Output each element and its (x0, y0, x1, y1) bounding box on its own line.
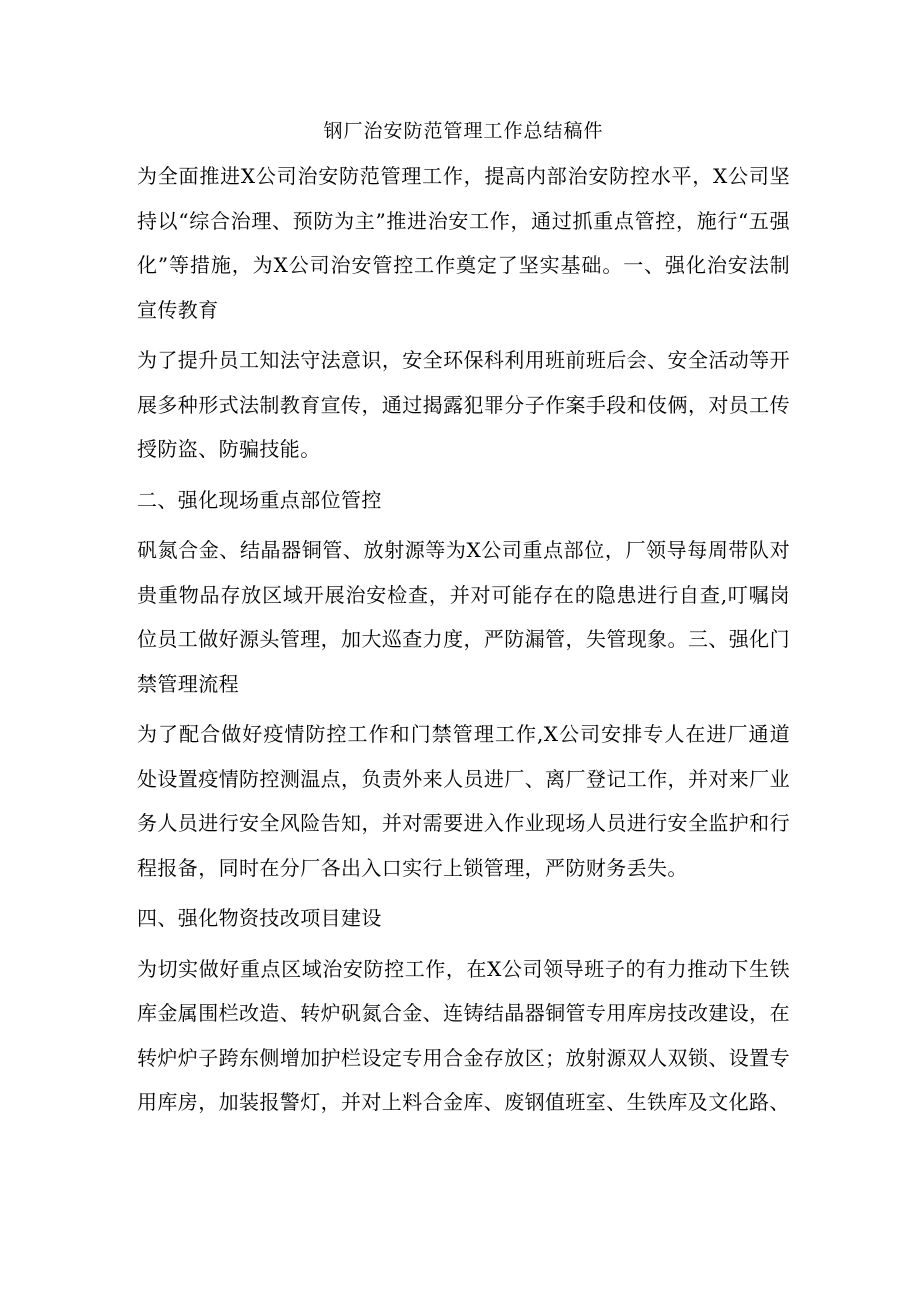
document-title: 钢厂治安防范管理工作总结稿件 (323, 120, 604, 142)
paragraph-access-control: 为了配合做好疫情防控工作和门禁管理工作,X公司安排专人在进厂通道处设置疫情防控测温点，负责外来人员进厂、离厂登记工作，并对来厂业务人员进行安全风险告知，并对需要进入作业现场人员进行安全监护和行程报备，同时在分厂各出入口实行上锁管理，严防财务丢失。 (137, 722, 790, 880)
section-heading-key-areas: 二、强化现场重点部位管控 (137, 487, 382, 512)
paragraph-renovation: 为切实做好重点区域治安防控工作，在X公司领导班子的有力推动下生铁库金属围栏改造、转炉矾氮合金、连铸结晶器铜管专用库房技改建设，在转炉炉子跨东侧增加护栏设定专用合金存放区；放射源双人双锁、设置专用库房，加装报警灯，并对上料合金库、废钢值班室、生铁库及文化路、 (137, 956, 790, 1114)
paragraph-intro: 为全面推进X公司治安防范管理工作，提高内部治安防控水平，X公司坚持以“综合治理、预防为主”推进治安工作，通过抓重点管控，施行“五强化”等措施，为X公司治安管控工作奠定了坚实基础。一、强化治安法制宣传教育 (137, 164, 790, 322)
section-heading-renovation: 四、强化物资技改项目建设 (137, 906, 382, 930)
paragraph-key-areas: 矾氮合金、结晶器铜管、放射源等为X公司重点部位，厂领导每周带队对贵重物品存放区域开展治安检查，并对可能存在的隐患进行自查,叮嘱岗位员工做好源头管理，加大巡查力度，严防漏管，失管现象。三、强化门禁管理流程 (137, 538, 790, 696)
paragraph-legal-education: 为了提升员工知法守法意识，安全环保科利用班前班后会、安全活动等开展多种形式法制教育宣传，通过揭露犯罪分子作案手段和伎俩，对员工传授防盗、防骗技能。 (137, 348, 790, 461)
